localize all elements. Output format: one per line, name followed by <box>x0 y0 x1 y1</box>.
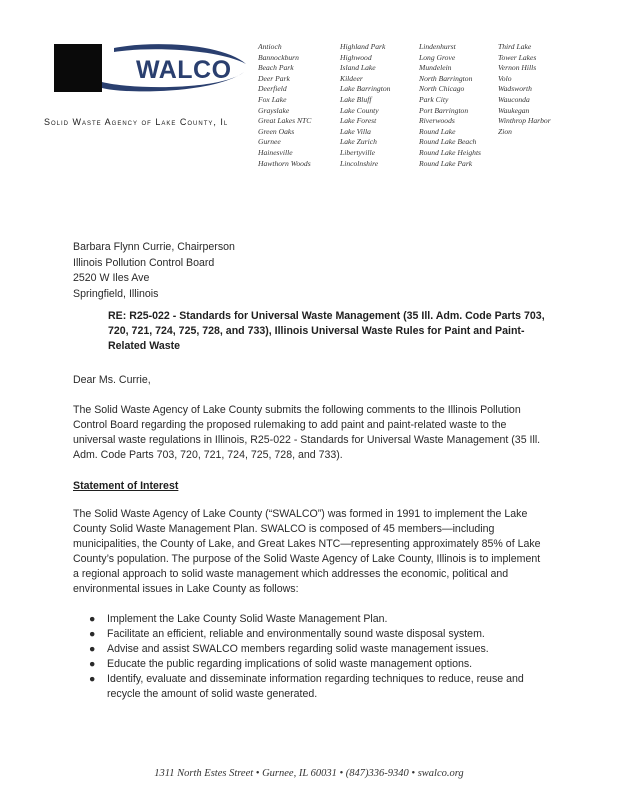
recipient-city: Springfield, Illinois <box>73 287 159 300</box>
member-column-1 <box>258 42 311 169</box>
bullet-icon: ● <box>89 643 96 655</box>
bullet-icon: ● <box>89 658 96 670</box>
member-name: Bannockburn <box>258 52 299 62</box>
member-name: Lake County <box>340 105 379 115</box>
member-name: Third Lake <box>498 42 532 51</box>
re-line: RE: R25-022 - Standards for Universal Waste Management (35 Ill. Adm. Code Parts 703, 720, 721, 724, 725, 728, and 733), Illinois Universal Waste Rules for Paint and Paint-Related Waste <box>108 310 545 352</box>
member-name: North Barrington <box>419 73 473 83</box>
member-name: Lake Zurich <box>340 137 377 147</box>
member-name: Round Lake <box>419 126 456 136</box>
member-name: Lake Barrington <box>340 84 391 94</box>
recipient-name: Barbara Flynn Currie, Chairperson <box>73 241 235 253</box>
member-name: Round Lake Park <box>419 158 473 168</box>
member-name: Wauconda <box>498 94 530 104</box>
member-name: Fox Lake <box>258 94 287 104</box>
list-item-text: Identify, evaluate and disseminate information regarding techniques to reduce, reuse and recycle the amount of solid waste generated. <box>107 673 524 700</box>
member-name: Green Oaks <box>258 126 295 136</box>
swalco-logo <box>44 42 254 122</box>
member-name: Tower Lakes <box>498 52 537 62</box>
member-name: Mundelein <box>419 63 452 73</box>
member-name: Grayslake <box>258 105 290 115</box>
member-name: Riverwoods <box>419 116 455 126</box>
bullet-icon: ● <box>89 628 96 640</box>
member-name: Long Grove <box>419 52 456 62</box>
member-name: Winthrop Harbor <box>498 116 551 126</box>
bullet-icon: ● <box>89 613 96 625</box>
member-name: Zion <box>498 126 512 136</box>
member-name: Deer Park <box>258 73 290 83</box>
member-name: Round Lake Beach <box>419 137 477 147</box>
recipient-address <box>73 240 235 302</box>
member-name: Highland Park <box>340 42 386 51</box>
logo-text: WALCO <box>136 56 232 84</box>
member-column-3 <box>419 42 481 169</box>
agency-name: Solid Waste Agency of Lake County, Il <box>44 117 229 127</box>
section-heading: Statement of Interest <box>73 480 179 492</box>
member-column-2 <box>340 42 390 169</box>
logo-redaction-block <box>54 44 102 92</box>
list-item-text: Educate the public regarding implications of solid waste management options. <box>107 658 473 670</box>
member-name: Vernon Hills <box>498 63 537 73</box>
member-column-4 <box>498 42 551 137</box>
list-item <box>73 672 543 702</box>
recipient-street: 2520 W Iles Ave <box>73 272 150 284</box>
member-name: Island Lake <box>340 63 376 73</box>
list-item <box>73 627 543 642</box>
bullet-icon: ● <box>89 673 96 685</box>
member-name: Round Lake Heights <box>419 147 482 157</box>
member-name: Antioch <box>258 42 282 51</box>
member-name: Highwood <box>340 52 372 62</box>
footer-address: 1311 North Estes Street • Gurnee, IL 60031 • (847)336-9340 • swalco.org <box>154 768 464 779</box>
list-item <box>73 657 543 672</box>
member-name: North Chicago <box>419 84 465 94</box>
member-name: Park City <box>419 94 449 104</box>
list-item-text: Facilitate an efficient, reliable and environmentally sound waste disposal system. <box>107 628 485 640</box>
member-name: Lake Villa <box>340 126 371 136</box>
member-name: Lake Bluff <box>340 94 372 104</box>
member-list <box>258 42 558 172</box>
intro-paragraph: The Solid Waste Agency of Lake County submits the following comments to the Illinois Pollution Control Board regarding the proposed rulemaking to add paint and paint-related waste to the universal waste regulations in Illinois, R25-022 - Standards for Universal Waste Management (35 Ill. Adm. Code Parts 703, 720, 721, 724, 725, 728, and 733). <box>73 404 541 461</box>
purpose-list <box>73 612 543 702</box>
member-name: Lindenhurst <box>419 42 456 51</box>
recipient-organization: Illinois Pollution Control Board <box>73 256 215 269</box>
member-name: Hawthorn Woods <box>258 158 311 168</box>
list-item-text: Implement the Lake County Solid Waste Management Plan. <box>107 613 388 625</box>
member-name: Beach Park <box>258 63 294 73</box>
member-name: Port Barrington <box>419 105 469 115</box>
member-name: Kildeer <box>340 73 363 83</box>
member-name: Lincolnshire <box>340 158 379 168</box>
member-name: Deerfield <box>258 84 287 94</box>
member-name: Great Lakes NTC <box>258 116 312 126</box>
statement-paragraph: The Solid Waste Agency of Lake County (“SWALCO”) was formed in 1991 to implement the Lake County Solid Waste Management Plan. SWALCO is composed of 45 members—including municipalities, the County of Lake, and Great Lakes NTC—representing approximately 85% of Lake County’s population. The purpose of the Solid Waste Agency of Lake County, Illinois is to implement a regional approach to solid waste management which addresses the economic, political and environmental issues in Lake County as follows: <box>73 508 541 595</box>
list-item-text: Advise and assist SWALCO members regarding solid waste management issues. <box>107 643 489 655</box>
member-name: Gurnee <box>258 137 281 147</box>
member-name: Lake Forest <box>340 116 377 126</box>
member-name: Volo <box>498 73 512 83</box>
member-name: Hainesville <box>258 147 293 157</box>
member-name: Waukegan <box>498 105 530 115</box>
list-item <box>73 612 543 627</box>
list-item <box>73 642 543 657</box>
salutation: Dear Ms. Currie, <box>73 374 151 386</box>
member-name: Libertyville <box>340 147 376 157</box>
member-name: Wadsworth <box>498 84 532 94</box>
